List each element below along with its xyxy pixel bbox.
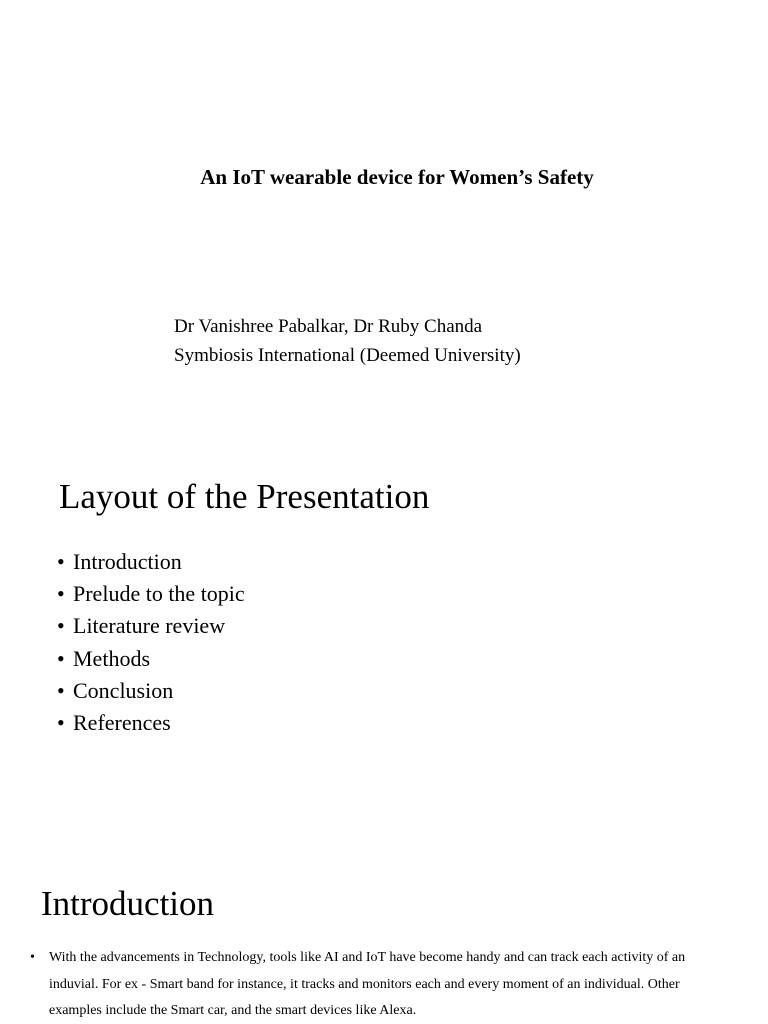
list-item xyxy=(57,643,245,675)
list-item xyxy=(57,610,245,642)
list-item-label: Conclusion xyxy=(73,677,174,703)
list-item-label: References xyxy=(73,709,171,735)
list-item xyxy=(57,546,245,578)
author-block xyxy=(174,312,521,370)
bullet-icon: • xyxy=(57,581,65,607)
presentation-title: An IoT wearable device for Women’s Safety xyxy=(200,165,594,189)
introduction-paragraph: With the advancements in Technology, tools like AI and IoT have become handy and can track each activity of an induvial. For ex - Smart band for instance, it tracks and monitors each and every moment of an individual. Other examples include the Smart car, and the smart devices like Alexa. xyxy=(49,950,686,1018)
list-item-label: Methods xyxy=(73,645,150,671)
bullet-icon: • xyxy=(57,677,65,703)
list-item xyxy=(57,675,245,707)
list-item-label: Introduction xyxy=(73,549,182,574)
bullet-icon: • xyxy=(30,950,35,965)
list-item xyxy=(57,578,245,610)
bullet-icon: • xyxy=(57,613,65,639)
list-item xyxy=(57,707,245,739)
author-affiliation: Symbiosis International (Deemed University) xyxy=(174,345,521,366)
list-item-label: Literature review xyxy=(73,613,226,639)
bullet-icon: • xyxy=(57,709,65,735)
introduction-heading: Introduction xyxy=(41,884,215,923)
layout-list xyxy=(57,546,245,739)
list-item-label: Prelude to the topic xyxy=(73,581,245,607)
layout-heading: Layout of the Presentation xyxy=(59,477,430,516)
introduction-bullet xyxy=(30,945,720,1024)
author-names: Dr Vanishree Pabalkar, Dr Ruby Chanda xyxy=(174,316,483,337)
bullet-icon: • xyxy=(57,549,65,574)
bullet-icon: • xyxy=(57,645,65,671)
